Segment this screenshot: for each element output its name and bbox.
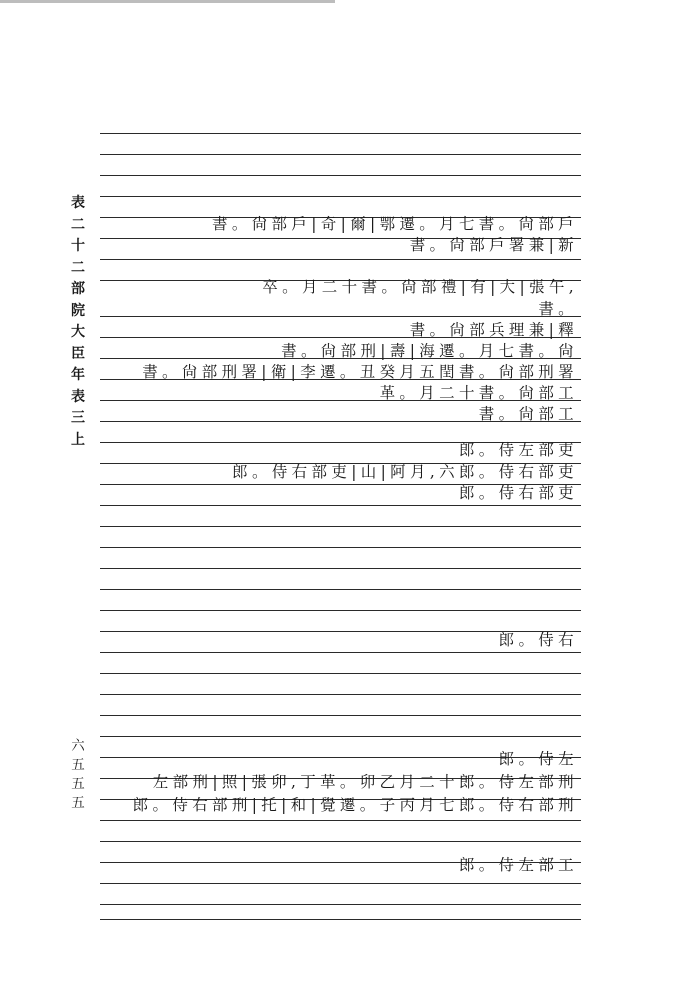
table-row: 書。尙部戶署兼|新 xyxy=(409,236,578,254)
table-rule xyxy=(100,568,581,569)
table-rule xyxy=(100,526,581,527)
table-row: 郎。侍左部吏 xyxy=(458,441,578,459)
table-row: 郎。侍右部刑|托|和|覺遷。子丙月七郎。侍右部刑 xyxy=(132,796,578,814)
table-row: 書。尙部刑署|衛|李遷。丑癸月五閏書。尙部刑署 xyxy=(142,363,578,381)
table-rule xyxy=(100,673,581,674)
table-row: 郎。侍左部工 xyxy=(458,856,578,874)
table-row: 革。月二十書。尙部工 xyxy=(379,384,578,402)
table-rule xyxy=(100,841,581,842)
running-header: 表二十二 部院大臣年表三上 xyxy=(71,195,90,448)
table-row: 書。尙部刑|壽|海遷。月七書。尙 xyxy=(281,342,578,360)
table-rule xyxy=(100,175,581,176)
table-rule xyxy=(100,883,581,884)
table-rule xyxy=(100,547,581,548)
page-number: 六五五五 xyxy=(71,738,85,811)
table-row: 郎。侍左 xyxy=(498,750,578,768)
table-rule xyxy=(100,259,581,260)
table-row: 左部刑|照|張卯,丁革。卯乙月二十郎。侍左部刑 xyxy=(152,773,578,791)
table-rule xyxy=(100,820,581,821)
table-rule xyxy=(100,196,581,197)
table-row: 書。尙部工 xyxy=(478,405,578,423)
scan-edge-bar xyxy=(0,0,335,3)
table-rule xyxy=(100,652,581,653)
table-row: 書。尙部戶|奇|爾|鄂遷。月七書。尙部戶 xyxy=(212,215,578,233)
table-rule xyxy=(100,316,581,317)
table-row: 郎。侍右部吏|山|阿月,六郎。侍右部吏 xyxy=(232,463,578,481)
table-rule xyxy=(100,154,581,155)
table-row: 郎。侍右 xyxy=(498,631,578,649)
table-rule xyxy=(100,715,581,716)
table-rule xyxy=(100,610,581,611)
table-rule xyxy=(100,904,581,905)
table-row: 書。 xyxy=(538,300,578,318)
table-rule xyxy=(100,736,581,737)
table-rule xyxy=(100,919,581,920)
table-row: 郎。侍右部吏 xyxy=(458,484,578,502)
table-rule xyxy=(100,589,581,590)
table-rule xyxy=(100,133,581,134)
table-rule xyxy=(100,694,581,695)
table-rule xyxy=(100,505,581,506)
table-row: 卒。月二十書。尙部禮|有|大|張午, xyxy=(262,278,578,296)
table-row: 書。尙部兵理兼|釋 xyxy=(409,321,578,339)
